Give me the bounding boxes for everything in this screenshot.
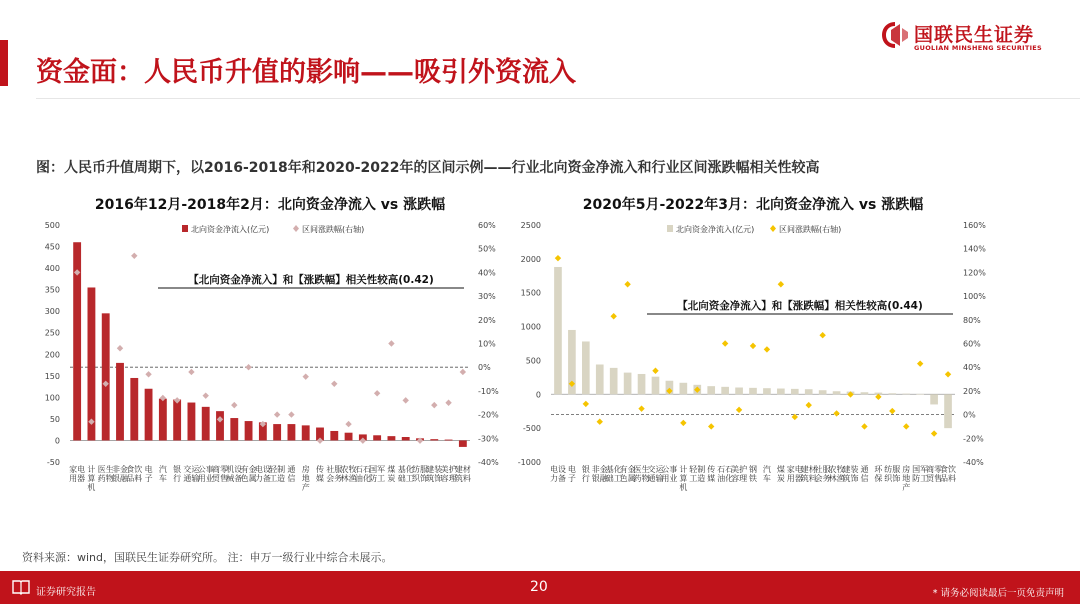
- x-tick-label: 商贸零售: [926, 465, 943, 483]
- diamond-point: [555, 255, 561, 261]
- bar: [763, 388, 771, 394]
- y-left-tick-label: 200: [44, 350, 60, 360]
- diamond-point: [638, 405, 644, 411]
- legend-diamond-swatch: [293, 225, 299, 232]
- diamond-point: [722, 340, 728, 346]
- y-right-tick-label: 120%: [963, 268, 986, 278]
- diamond-point: [819, 332, 825, 338]
- source-note: 资料来源：wind，国联民生证券研究所。 注：申万一级行业中综合未展示。: [22, 551, 393, 564]
- diamond-point: [274, 411, 280, 417]
- y-left-tick-label: 100: [44, 393, 60, 403]
- legend-bar-label: 北向资金净流入(亿元): [676, 225, 755, 234]
- x-tick-label: 煤炭: [776, 465, 785, 483]
- y-right-tick-label: -10%: [478, 386, 499, 396]
- x-tick-label: 交通运输: [647, 465, 664, 483]
- x-tick-label: 机械设备: [226, 465, 243, 483]
- y-right-tick-label: 0%: [478, 363, 491, 373]
- y-left-tick-label: 2500: [520, 221, 541, 230]
- x-tick-label: 医药生物: [97, 465, 114, 483]
- bar: [245, 421, 253, 440]
- bar: [554, 267, 562, 394]
- diamond-point: [403, 397, 409, 403]
- bar: [638, 374, 646, 394]
- y-left-tick-label: 150: [44, 371, 60, 381]
- bar: [388, 436, 396, 440]
- x-tick-label: 房地产: [902, 465, 911, 492]
- bar: [159, 399, 167, 441]
- bar: [680, 383, 688, 395]
- y-left-tick-label: 500: [44, 221, 60, 230]
- y-left-tick-label: 250: [44, 328, 60, 338]
- y-left-tick-label: 50: [49, 414, 60, 424]
- disclaimer-link[interactable]: * 请务必阅读最后一页免责声明: [932, 588, 1064, 599]
- diamond-point: [861, 423, 867, 429]
- x-tick-label: 钢铁: [749, 465, 757, 483]
- x-tick-label: 医药生物: [633, 465, 650, 483]
- x-tick-label: 电力设备: [254, 465, 271, 483]
- bar: [173, 400, 181, 441]
- x-tick-label: 房地产: [301, 465, 310, 492]
- y-right-tick-label: 100%: [963, 292, 986, 302]
- diamond-point: [889, 408, 895, 414]
- footer-label: 证券研究报告: [36, 587, 96, 598]
- x-tick-label: 美容护理: [731, 465, 748, 483]
- x-tick-label: 电子: [144, 465, 153, 483]
- diamond-point: [245, 364, 251, 370]
- bar: [624, 373, 632, 395]
- bar: [102, 313, 110, 440]
- diamond-point: [231, 402, 237, 408]
- diamond-point: [345, 421, 351, 427]
- x-tick-label: 有色金属: [619, 465, 636, 483]
- bar: [777, 389, 785, 395]
- diamond-point: [680, 420, 686, 426]
- x-tick-label: 国防军工: [369, 465, 386, 483]
- diamond-point: [445, 400, 451, 406]
- bar: [707, 386, 715, 394]
- x-tick-label: 计算机: [87, 465, 96, 492]
- diamond-point: [288, 411, 294, 417]
- bar: [861, 392, 869, 394]
- logo-icon: [880, 20, 910, 50]
- page-title: 资金面：人民币升值的影响——吸引外资流入: [36, 57, 576, 88]
- bar: [888, 393, 896, 394]
- x-tick-label: 环保: [874, 465, 883, 483]
- diamond-point: [931, 430, 937, 436]
- x-tick-label: 银行: [173, 465, 182, 483]
- diamond-point: [583, 401, 589, 407]
- bar: [902, 394, 910, 395]
- x-tick-label: 传媒: [707, 465, 716, 483]
- bar: [273, 424, 281, 440]
- x-tick-label: 食品饮料: [940, 465, 957, 483]
- y-left-tick-label: 400: [44, 264, 60, 274]
- bar: [819, 390, 827, 394]
- book-icon: [12, 579, 30, 595]
- x-tick-label: 通信: [860, 465, 869, 483]
- x-tick-label: 建筑材料: [800, 465, 817, 483]
- y-right-tick-label: -20%: [478, 410, 499, 420]
- diamond-point: [750, 343, 756, 349]
- x-tick-label: 美容护理: [440, 465, 457, 483]
- bar: [930, 394, 938, 404]
- x-tick-label: 轻工制造: [689, 465, 706, 483]
- bar: [373, 435, 381, 440]
- x-tick-label: 家用电器: [786, 465, 803, 483]
- chart-title: 2016年12月-2018年2月：北向资金净流入 vs 涨跌幅: [94, 197, 446, 213]
- chart-title: 2020年5月-2022年3月：北向资金净流入 vs 涨跌幅: [582, 197, 924, 213]
- y-right-tick-label: 50%: [478, 244, 496, 254]
- bar: [459, 440, 467, 446]
- x-tick-label: 基础化工: [397, 465, 414, 483]
- x-tick-label: 交通运输: [183, 465, 200, 483]
- diamond-point: [903, 423, 909, 429]
- bar: [582, 341, 590, 394]
- x-tick-label: 石油石化: [354, 465, 371, 483]
- x-tick-label: 汽车: [762, 465, 771, 483]
- y-right-tick-label: 60%: [478, 221, 496, 230]
- y-left-tick-label: 450: [44, 242, 60, 252]
- diamond-point: [610, 313, 616, 319]
- y-left-tick-label: 0: [54, 436, 60, 446]
- y-left-tick-label: 500: [525, 356, 541, 366]
- x-tick-label: 银行: [581, 465, 590, 483]
- x-tick-label: 食品饮料: [126, 465, 143, 483]
- diamond-point: [917, 360, 923, 366]
- bar: [288, 424, 296, 440]
- x-tick-label: 农林牧渔: [828, 465, 845, 483]
- bar: [610, 368, 618, 394]
- diamond-point: [331, 381, 337, 387]
- bar: [916, 394, 924, 395]
- diamond-point: [736, 407, 742, 413]
- x-tick-label: 电力设备: [549, 465, 566, 483]
- bar: [445, 440, 453, 441]
- bar: [145, 389, 153, 441]
- x-tick-label: 建筑装饰: [426, 465, 443, 483]
- diamond-point: [431, 402, 437, 408]
- y-right-tick-label: 30%: [478, 292, 496, 302]
- title-accent-bar: [0, 40, 8, 86]
- bar: [88, 287, 96, 440]
- y-left-tick-label: 1500: [520, 288, 541, 298]
- y-right-tick-label: 60%: [963, 339, 981, 349]
- bar: [735, 388, 743, 395]
- diamond-point: [145, 371, 151, 377]
- y-left-tick-label: -50: [46, 458, 60, 467]
- y-right-tick-label: 20%: [478, 315, 496, 325]
- legend-bar-swatch: [667, 225, 673, 232]
- footer-bar: [0, 571, 1080, 604]
- y-left-tick-label: 2000: [520, 254, 541, 264]
- x-tick-label: 纺织服饰: [884, 465, 901, 483]
- y-right-tick-label: -40%: [478, 458, 499, 467]
- diamond-point: [460, 369, 466, 375]
- y-left-tick-label: 0: [535, 390, 541, 400]
- bar: [216, 411, 224, 440]
- bar: [402, 437, 410, 440]
- bar: [833, 391, 841, 394]
- chart-right: [515, 188, 986, 538]
- y-right-tick-label: -20%: [963, 434, 984, 444]
- bar: [721, 387, 729, 394]
- diamond-point: [131, 253, 137, 259]
- diamond-point: [652, 368, 658, 374]
- y-right-tick-label: 10%: [478, 339, 496, 349]
- title-divider: [36, 98, 1080, 99]
- x-tick-label: 农林牧渔: [340, 465, 357, 483]
- chart-left: [30, 188, 515, 538]
- x-tick-label: 汽车: [158, 465, 167, 483]
- diamond-point: [806, 402, 812, 408]
- x-tick-label: 电子: [567, 465, 576, 483]
- page-number: 20: [530, 579, 548, 595]
- chart-right-svg: [515, 188, 986, 538]
- x-tick-label: 传媒: [316, 465, 324, 483]
- x-tick-label: 建筑材料: [454, 465, 471, 483]
- x-tick-label: 基础化工: [605, 465, 622, 483]
- diamond-point: [374, 390, 380, 396]
- x-tick-label: 商贸零售: [212, 465, 228, 483]
- x-tick-label: 轻工制造: [269, 465, 286, 483]
- y-right-tick-label: 0%: [963, 410, 976, 420]
- x-tick-label: 公用事业: [197, 465, 214, 483]
- legend-bar-label: 北向资金净流入(亿元): [191, 225, 270, 234]
- diamond-point: [708, 423, 714, 429]
- y-left-tick-label: 350: [44, 285, 60, 295]
- y-left-tick-label: -500: [522, 424, 541, 434]
- x-tick-label: 国防军工: [912, 465, 929, 483]
- bar: [805, 389, 813, 394]
- legend-diamond-swatch: [770, 225, 776, 232]
- x-tick-label: 通信: [287, 465, 296, 483]
- logo-text-en: GUOLIAN MINSHENG SECURITIES: [914, 44, 1043, 52]
- bar: [596, 364, 604, 394]
- annotation-text: 【北向资金净流入】和【涨跌幅】相关性较高(0.42): [188, 274, 434, 286]
- bar: [430, 439, 438, 440]
- bar: [330, 431, 338, 440]
- x-tick-label: 计算机: [679, 465, 688, 492]
- bar: [345, 433, 353, 441]
- chart-left-svg: [30, 188, 515, 538]
- x-tick-label: 社会服务: [326, 465, 343, 483]
- y-right-tick-label: 40%: [963, 363, 981, 373]
- y-right-tick-label: 20%: [963, 386, 981, 396]
- diamond-point: [303, 373, 309, 379]
- x-tick-label: 煤炭: [387, 465, 396, 483]
- y-left-tick-label: -1000: [517, 458, 541, 467]
- diamond-point: [597, 419, 603, 425]
- x-tick-label: 社会服务: [814, 465, 831, 483]
- legend-bar-swatch: [182, 225, 188, 232]
- y-left-tick-label: 1000: [520, 322, 541, 332]
- diamond-point: [778, 281, 784, 287]
- bar: [188, 403, 196, 441]
- diamond-point: [764, 346, 770, 352]
- x-tick-label: 公用事业: [661, 465, 678, 483]
- diamond-point: [388, 340, 394, 346]
- y-right-tick-label: -30%: [478, 434, 499, 444]
- diamond-point: [203, 392, 209, 398]
- y-right-tick-label: 40%: [478, 268, 496, 278]
- bar: [116, 363, 124, 441]
- x-tick-label: 纺织服饰: [412, 465, 428, 483]
- y-left-tick-label: 300: [44, 307, 60, 317]
- y-right-tick-label: 80%: [963, 315, 981, 325]
- bar: [130, 378, 138, 440]
- bar: [230, 418, 238, 440]
- x-tick-label: 建筑装饰: [842, 465, 859, 483]
- bar: [302, 425, 310, 440]
- diamond-point: [188, 369, 194, 375]
- bar: [944, 394, 952, 428]
- diamond-point: [624, 281, 630, 287]
- y-right-tick-label: -40%: [963, 458, 984, 467]
- brand-logo: [880, 18, 1070, 58]
- bar: [652, 377, 660, 395]
- figure-caption: 图：人民币升值周期下，以2016-2018年和2020-2022年的区间示例——行业北向资金净流入和行业区间涨跌幅相关性较高: [36, 160, 820, 176]
- legend-diamond-label: 区间涨跌幅(右轴): [779, 225, 842, 234]
- bar: [749, 388, 757, 394]
- y-right-tick-label: 140%: [963, 244, 986, 254]
- diamond-point: [945, 371, 951, 377]
- x-tick-label: 家用电器: [69, 465, 86, 483]
- diamond-point: [833, 410, 839, 416]
- diamond-point: [117, 345, 123, 351]
- bar: [202, 407, 210, 441]
- x-tick-label: 有色金属: [240, 465, 257, 483]
- annotation-text: 【北向资金净流入】和【涨跌幅】相关性较高(0.44): [677, 300, 923, 312]
- x-tick-label: 非银金融: [112, 465, 128, 483]
- y-right-tick-label: 160%: [963, 221, 986, 230]
- bar: [791, 389, 799, 394]
- legend-diamond-label: 区间涨跌幅(右轴): [302, 225, 365, 234]
- x-tick-label: 非银金融: [591, 465, 608, 483]
- logo-text-cn: 国联民生证券: [914, 24, 1035, 46]
- x-tick-label: 石油石化: [717, 465, 734, 483]
